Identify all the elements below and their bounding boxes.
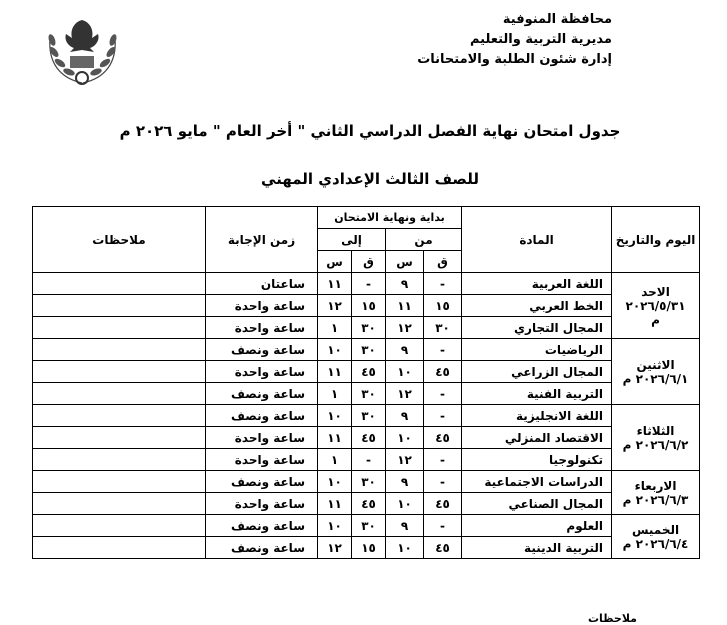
from-hours-cell: ١٠ — [386, 361, 424, 383]
day-date: ٢٠٢٦/٦/٤ م — [622, 536, 689, 551]
day-name: الاحد — [641, 284, 670, 299]
to-hours-cell: ١١ — [318, 361, 352, 383]
from-minutes-cell: ٣٠ — [424, 317, 462, 339]
from-minutes-cell: - — [424, 339, 462, 361]
from-hours-cell: ٩ — [386, 471, 424, 493]
table-row — [33, 361, 700, 383]
emblem-logo — [40, 8, 125, 88]
from-minutes-cell: - — [424, 449, 462, 471]
day-name: الاثنين — [636, 357, 675, 372]
from-hours-cell: ٩ — [386, 339, 424, 361]
notes-cell — [33, 405, 206, 427]
to-minutes-cell: - — [352, 449, 386, 471]
notes-cell — [33, 295, 206, 317]
duration-cell: ساعة واحدة — [206, 449, 318, 471]
notes-cell — [33, 493, 206, 515]
to-hours-cell: ١٠ — [318, 339, 352, 361]
from-hours-cell: ١٠ — [386, 493, 424, 515]
table-row — [33, 449, 700, 471]
day-date: ٢٠٢٦/٦/١ م — [622, 371, 689, 386]
exam-schedule-table — [32, 206, 700, 559]
header-duration: زمن الإجابة — [206, 207, 318, 273]
grade-subtitle: للصف الثالث الإعدادي المهني — [261, 170, 479, 188]
header-start-end: بداية ونهاية الامتحان — [318, 207, 462, 229]
to-hours-cell: ١٠ — [318, 471, 352, 493]
notes-cell — [33, 537, 206, 559]
header-to-hours: س — [318, 251, 352, 273]
from-minutes-cell: - — [424, 273, 462, 295]
to-minutes-cell: ٤٥ — [352, 427, 386, 449]
from-minutes-cell: - — [424, 405, 462, 427]
notes-cell — [33, 361, 206, 383]
day-name: الخميس — [631, 522, 680, 537]
to-hours-cell: ١١ — [318, 493, 352, 515]
header-notes: ملاحظات — [33, 207, 206, 273]
subject-cell: الرياضيات — [462, 339, 612, 361]
subject-cell: الدراسات الاجتماعية — [462, 471, 612, 493]
from-minutes-cell: - — [424, 383, 462, 405]
subject-cell: المجال التجاري — [462, 317, 612, 339]
day-date-cell — [612, 515, 700, 559]
table-row — [33, 515, 700, 537]
duration-cell: ساعة واحدة — [206, 317, 318, 339]
header-from: من — [386, 229, 462, 251]
day-date: ٢٠٢٦/٦/٢ م — [622, 437, 689, 452]
from-hours-cell: ١٠ — [386, 537, 424, 559]
from-hours-cell: ١١ — [386, 295, 424, 317]
header-to: إلى — [318, 229, 386, 251]
to-minutes-cell: ٣٠ — [352, 339, 386, 361]
directorate-header — [352, 10, 612, 70]
to-minutes-cell: ٣٠ — [352, 383, 386, 405]
notes-cell — [33, 383, 206, 405]
from-minutes-cell: ١٥ — [424, 295, 462, 317]
to-minutes-cell: - — [352, 273, 386, 295]
from-minutes-cell: ٤٥ — [424, 361, 462, 383]
day-date-cell — [612, 273, 700, 339]
to-hours-cell: ١ — [318, 317, 352, 339]
day-date-cell — [612, 339, 700, 405]
notes-cell — [33, 317, 206, 339]
notes-cell — [33, 449, 206, 471]
notes-cell — [33, 427, 206, 449]
from-hours-cell: ١٢ — [386, 317, 424, 339]
to-minutes-cell: ٤٥ — [352, 361, 386, 383]
to-hours-cell: ١ — [318, 449, 352, 471]
to-minutes-cell: ١٥ — [352, 537, 386, 559]
subject-cell: اللغة الانجليزية — [462, 405, 612, 427]
subject-cell: التربية الفنية — [462, 383, 612, 405]
day-date-suffix: م — [651, 312, 660, 327]
from-hours-cell: ١٢ — [386, 449, 424, 471]
to-minutes-cell: ١٥ — [352, 295, 386, 317]
to-minutes-cell: ٣٠ — [352, 405, 386, 427]
day-date: ٢٠٢٦/٥/٣١ — [625, 298, 686, 313]
duration-cell: ساعة واحدة — [206, 295, 318, 317]
duration-cell: ساعة ونصف — [206, 405, 318, 427]
notes-cell — [33, 471, 206, 493]
day-date: ٢٠٢٦/٦/٣ م — [622, 492, 689, 507]
day-name: الاربعاء — [634, 478, 677, 493]
directorate-name: مديرية التربية والتعليم — [469, 32, 612, 47]
to-hours-cell: ١٢ — [318, 537, 352, 559]
duration-cell: ساعة واحدة — [206, 493, 318, 515]
table-row — [33, 273, 700, 295]
subject-cell: العلوم — [462, 515, 612, 537]
to-hours-cell: ١٠ — [318, 515, 352, 537]
to-minutes-cell: ٣٠ — [352, 317, 386, 339]
department-name: إدارة شئون الطلبة والامتحانات — [417, 52, 612, 67]
day-date-cell — [612, 405, 700, 471]
duration-cell: ساعة ونصف — [206, 383, 318, 405]
from-minutes-cell: ٤٥ — [424, 427, 462, 449]
from-hours-cell: ٩ — [386, 273, 424, 295]
day-date-cell — [612, 471, 700, 515]
governorate-name: محافظة المنوفية — [502, 12, 612, 27]
from-minutes-cell: ٤٥ — [424, 537, 462, 559]
subject-cell: الخط العربي — [462, 295, 612, 317]
notes-cell — [33, 273, 206, 295]
table-row — [33, 405, 700, 427]
header-from-hours: س — [386, 251, 424, 273]
table-row — [33, 493, 700, 515]
to-hours-cell: ١١ — [318, 273, 352, 295]
duration-cell: ساعة واحدة — [206, 361, 318, 383]
subject-cell: المجال الزراعي — [462, 361, 612, 383]
subject-cell: الاقتصاد المنزلي — [462, 427, 612, 449]
notes-cell — [33, 339, 206, 361]
notes-cell — [33, 515, 206, 537]
duration-cell: ساعة واحدة — [206, 427, 318, 449]
from-minutes-cell: ٤٥ — [424, 493, 462, 515]
to-minutes-cell: ٣٠ — [352, 515, 386, 537]
from-hours-cell: ١٠ — [386, 427, 424, 449]
from-hours-cell: ١٢ — [386, 383, 424, 405]
from-hours-cell: ٩ — [386, 515, 424, 537]
table-header-row — [33, 207, 700, 229]
header-subject: المادة — [462, 207, 612, 273]
from-minutes-cell: - — [424, 471, 462, 493]
table-row — [33, 537, 700, 559]
duration-cell: ساعتان — [206, 273, 318, 295]
table-row — [33, 295, 700, 317]
to-minutes-cell: ٤٥ — [352, 493, 386, 515]
header-day-date: اليوم والتاريخ — [612, 207, 700, 273]
duration-cell: ساعة ونصف — [206, 515, 318, 537]
table-row — [33, 427, 700, 449]
header-to-minutes: ق — [352, 251, 386, 273]
subject-cell: اللغة العربية — [462, 273, 612, 295]
subject-cell: تكنولوجيا — [462, 449, 612, 471]
table-row — [33, 339, 700, 361]
to-hours-cell: ١٢ — [318, 295, 352, 317]
to-hours-cell: ١١ — [318, 427, 352, 449]
from-minutes-cell: - — [424, 515, 462, 537]
table-row — [33, 471, 700, 493]
table-row — [33, 317, 700, 339]
table-row — [33, 383, 700, 405]
subject-cell: المجال الصناعي — [462, 493, 612, 515]
schedule-title: جدول امتحان نهاية الفصل الدراسي الثاني " أخر العام " مايو ٢٠٢٦ م — [119, 122, 621, 140]
to-hours-cell: ١٠ — [318, 405, 352, 427]
duration-cell: ساعة ونصف — [206, 339, 318, 361]
footer-notes-label: ملاحظات — [588, 612, 637, 625]
header-from-minutes: ق — [424, 251, 462, 273]
to-hours-cell: ١ — [318, 383, 352, 405]
day-name: الثلاثاء — [636, 423, 675, 438]
from-hours-cell: ٩ — [386, 405, 424, 427]
duration-cell: ساعة ونصف — [206, 537, 318, 559]
to-minutes-cell: ٣٠ — [352, 471, 386, 493]
subject-cell: التربية الدينية — [462, 537, 612, 559]
duration-cell: ساعة ونصف — [206, 471, 318, 493]
